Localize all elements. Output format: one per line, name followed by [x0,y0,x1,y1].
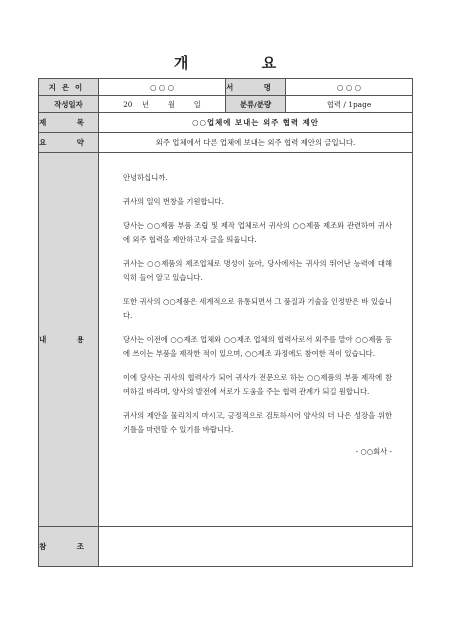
sign-label: 서 명 [226,79,286,96]
content-paragraph: 안녕하십니까. [123,173,168,182]
date-year-unit: 년 [141,99,150,109]
date-label: 작성일자 [39,96,99,113]
content-paragraph: 당사는 ○○제품 부품 조립 및 제작 업체로서 귀사의 ○○제품 제조와 관련하여 귀사에 외주 협력을 제안하고자 글을 띄웁니다. [123,221,392,244]
subject-value: ○○업체에 보내는 외주 협력 제안 [99,113,413,133]
date-year: 20 [123,99,133,109]
content-paragraph: 이에 당사는 귀사의 협력사가 되어 귀사가 전문으로 하는 ○○제품의 부품 제작에 참여하길 바라며, 양사의 발전에 서로가 도움을 주는 협력 관계가 되길 원합니다. [123,373,392,396]
author-value: ○ ○ ○ [99,79,226,96]
signature: - ○○회사 - [355,447,392,456]
content-paragraph: 귀사의 제안을 물리치지 마시고, 긍정적으로 검토하시어 양사의 더 나은 성장을 위한 기틀을 마련할 수 있기를 바랍니다. [123,411,392,434]
category-label: 분류/분량 [226,96,286,113]
content-paragraph: 귀사의 일익 번창을 기원합니다. [123,197,224,206]
date-day-unit: 일 [193,99,201,109]
date-month-unit: 월 [167,99,175,109]
category-value: 협력 / 1page [286,96,413,113]
date-value [99,96,226,113]
content-paragraph: 귀사는 ○○제품의 제조업체로 명성이 높아, 당사에서는 귀사의 뛰어난 능력에 대해 익히 들어 알고 있습니다. [123,259,392,282]
author-label: 지은이 [39,79,99,96]
subject-label: 제 목 [39,113,99,133]
reference-label: 참 조 [39,527,99,567]
summary-table [38,78,413,567]
summary-value: 외주 업체에서 다른 업체에 보내는 외주 협력 제안의 글입니다. [99,133,413,153]
sign-value: ○ ○ ○ [286,79,413,96]
summary-label: 요 약 [39,133,99,153]
content-body [99,153,413,527]
content-paragraph: 또한 귀사의 ○○제품은 세계적으로 유통되면서 그 품질과 기술을 인정받은 바 있습니다. [123,297,392,320]
content-label: 내 용 [39,153,99,527]
reference-value [99,527,413,567]
content-paragraph: 당사는 이전에 ○○제조 업체와 ○○제조 업체의 협력사로서 외주를 맡아 ○○제품 등에 쓰이는 부품을 제작한 적이 있으며, ○○제조 과정에도 참여한 적이 있습니다. [123,335,392,358]
page-title: 개 요 [173,54,311,72]
